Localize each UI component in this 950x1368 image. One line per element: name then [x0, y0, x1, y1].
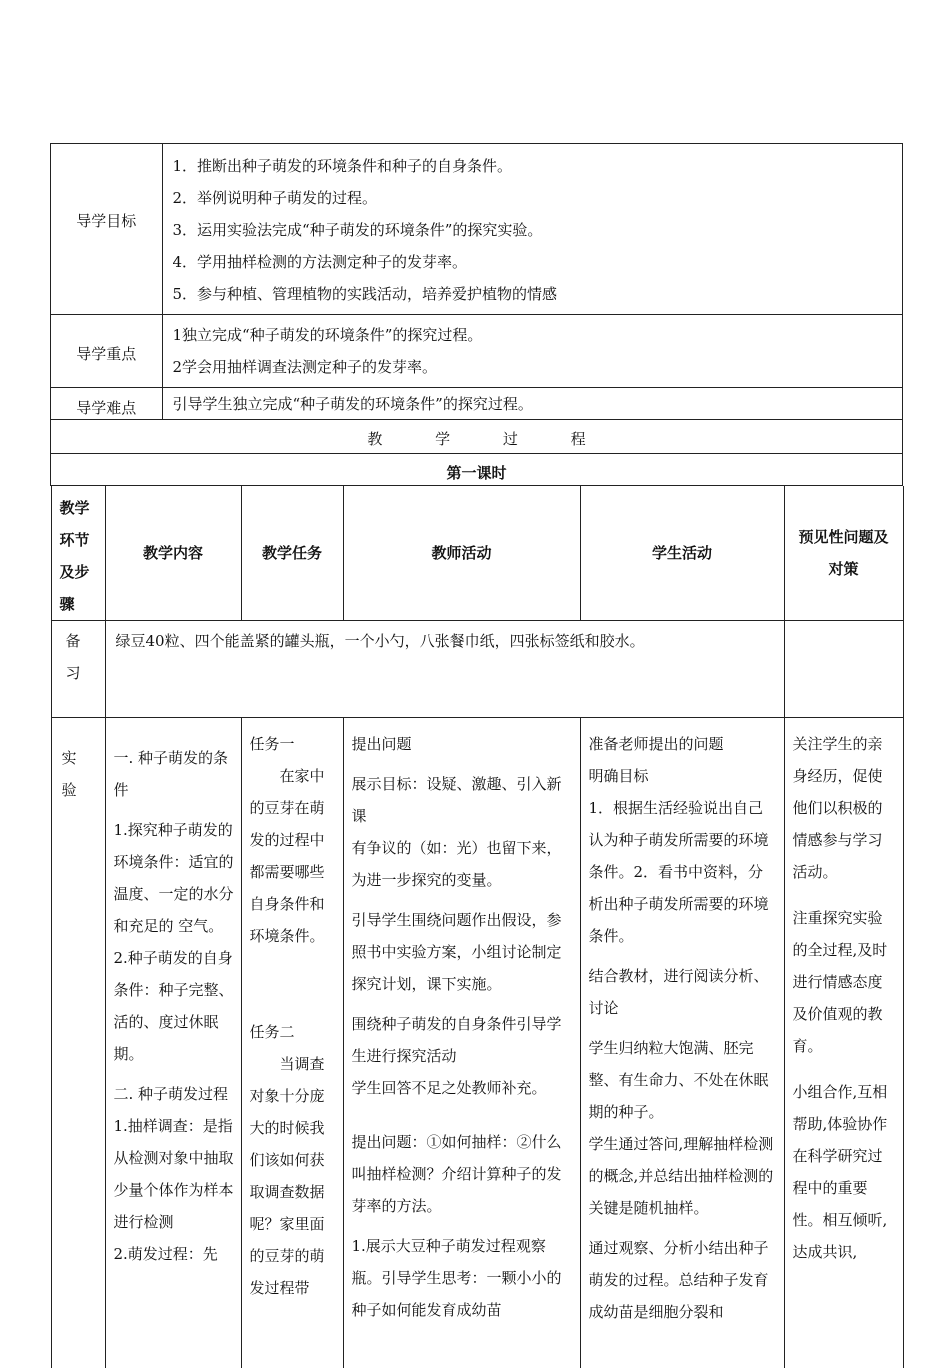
- content-item: 1.探究种子萌发的环境条件：适宜的温度、一定的水分和充足的 空气。: [113, 821, 234, 935]
- student-activity: 通过观察、分析小结出种子萌发的过程。总结种子发育成幼苗是细胞分裂和: [588, 1239, 769, 1321]
- column-header-student: 学生活动: [580, 486, 784, 621]
- objectives-list: [162, 144, 902, 314]
- student-activity: 学生归纳粒大饱满、胚完整、有生命力、不处在休眠期的种子。: [588, 1039, 769, 1121]
- objectives-row: [51, 144, 903, 315]
- strategy-item: 关注学生的亲身经历，促使他们以积极的情感参与学习活动。: [792, 735, 883, 881]
- content-item: 1.抽样调查：是指从检测对象中抽取少量个体作为样本进行检测: [113, 1117, 234, 1231]
- teacher-activity: 1.展示大豆种子萌发过程观察瓶。引导学生思考：一颗小小的种子如何能发育成幼苗: [351, 1237, 562, 1319]
- content-item: 2.种子萌发的自身条件：种子完整、活的、度过休眠期。: [113, 949, 234, 1063]
- column-header-stage: 教学环节及步骤: [51, 486, 105, 621]
- column-header-task: 教学任务: [241, 486, 343, 621]
- objectives-label: 导学目标: [51, 144, 162, 314]
- objective-item: 2．举例说明种子萌发的过程。: [172, 189, 378, 207]
- teacher-activity: 展示目标：设疑、激趣、引入新课 有争议的（如：光）也留下来，为进一步探究的变量。: [351, 775, 562, 889]
- experiment-student: [580, 718, 784, 1368]
- objective-item: 4．学用抽样检测的方法测定种子的发芽率。: [172, 253, 468, 271]
- task-title: 任务一: [249, 735, 295, 753]
- difficulty-text: 引导学生独立完成“种子萌发的环境条件”的探究过程。: [172, 395, 533, 413]
- prep-label: 备习: [51, 621, 105, 718]
- column-header-strategy: 预见性问题及对策: [784, 486, 903, 621]
- lesson-grid-wrapper: [51, 486, 903, 1368]
- prep-content: 绿豆40粒、四个能盖紧的罐头瓶，一个小勺，八张餐巾纸，四张标签纸和胶水。: [105, 621, 784, 718]
- difficulty-label: 导学难点: [51, 388, 162, 419]
- experiment-tasks: [241, 718, 343, 1368]
- content-item: 2.萌发过程：先: [113, 1245, 218, 1263]
- task-title: 任务二: [249, 1023, 295, 1041]
- objective-item: 1．推断出种子萌发的环境条件和种子的自身条件。: [172, 157, 513, 175]
- student-activity: 准备老师提出的问题 明确目标 1．根据生活经验说出自己认为种子萌发所需要的环境条件。2．看书中资料，分析出种子萌发所需要的环境条件。: [588, 735, 769, 945]
- strategy-item: 注重探究实验的全过程,及时进行情感态度及价值观的教育。: [792, 909, 888, 1055]
- experiment-label: 实验: [51, 718, 105, 1368]
- teacher-activity: 围绕种子萌发的自身条件引导学生进行探究活动 学生回答不足之处教师补充。: [351, 1015, 562, 1097]
- objective-item: 5．参与种植、管理植物的实践活动，培养爱护植物的情感: [172, 285, 558, 303]
- prep-strategy: [784, 621, 903, 718]
- task-text: 在家中的豆芽在萌发的过程中都需要哪些自身条件和环境条件。: [249, 767, 325, 945]
- column-header-teacher: 教师活动: [343, 486, 580, 621]
- key-points-row: [51, 315, 903, 388]
- teacher-activity: 提出问题：①如何抽样：②什么叫抽样检测？介绍计算种子的发芽率的方法。: [351, 1133, 562, 1215]
- key-point-item: 2学会用抽样调查法测定种子的发芽率。: [172, 358, 438, 376]
- lesson-title: 第一课时: [51, 454, 903, 486]
- key-points-label: 导学重点: [51, 315, 162, 387]
- column-header-content: 教学内容: [105, 486, 241, 621]
- student-activity: 结合教材，进行阅读分析、讨论: [588, 967, 769, 1017]
- student-activity: 学生通过答问,理解抽样检测的概念,并总结出抽样检测的关键是随机抽样。: [588, 1135, 774, 1217]
- key-points-list: [162, 315, 902, 387]
- lesson-grid: [51, 486, 904, 1368]
- experiment-content: [105, 718, 241, 1368]
- objective-item: 3．运用实验法完成“种子萌发的环境条件”的探究实验。: [172, 221, 543, 239]
- strategy-item: 小组合作,互相帮助,体验协作在科学研究过程中的重要性。相互倾听,达成共识,: [792, 1083, 888, 1261]
- key-point-item: 1独立完成“种子萌发的环境条件”的探究过程。: [172, 326, 483, 344]
- teacher-activity: 提出问题: [351, 735, 412, 753]
- teacher-activity: 引导学生围绕问题作出假设，参照书中实验方案，小组讨论制定探究计划，课下实施。: [351, 911, 562, 993]
- content-heading: 二. 种子萌发过程: [113, 1085, 229, 1103]
- content-heading: 一. 种子萌发的条件: [113, 749, 229, 799]
- experiment-strategy: [784, 718, 903, 1368]
- lesson-plan-table: [50, 143, 903, 1368]
- process-title: 教 学 过 程: [51, 420, 903, 454]
- difficulty-row: [51, 388, 903, 420]
- experiment-teacher: [343, 718, 580, 1368]
- task-text: 当调查对象十分庞大的时候我们该如何获取调查数据呢？家里面的豆芽的萌发过程带: [249, 1055, 325, 1297]
